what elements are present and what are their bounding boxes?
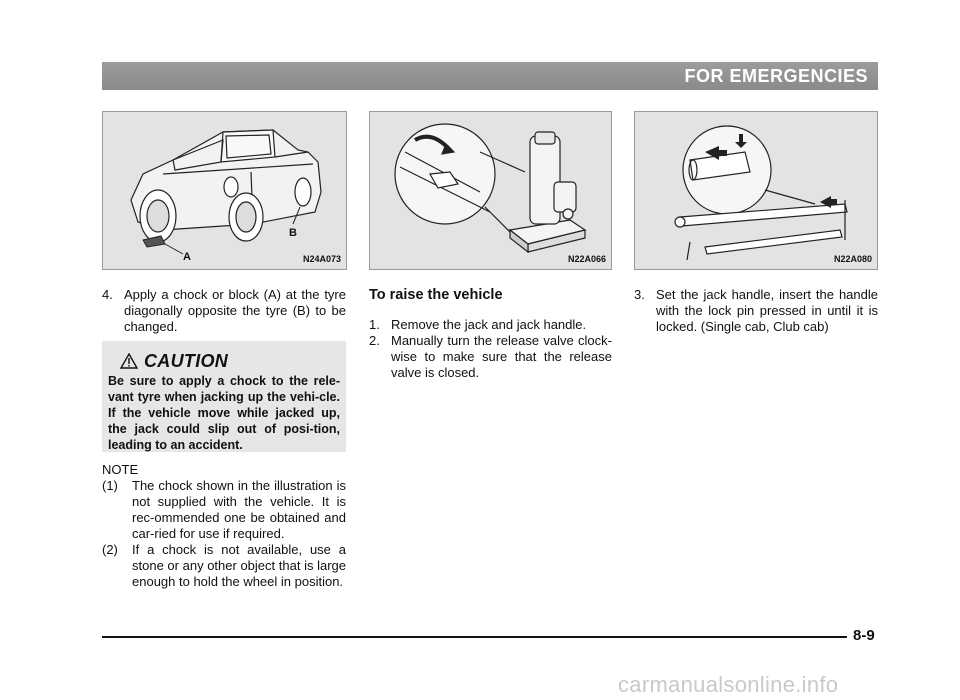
figure-jack-handle (634, 111, 878, 270)
caution-heading (120, 349, 340, 373)
front-wheel (140, 190, 176, 242)
step-text: Set the jack handle, insert the handle with the lock pin pressed in until it is locked. (Single cab, Club cab) (656, 287, 878, 334)
watermark: carmanualsonline.info (618, 672, 839, 697)
caution-title: CAUTION (144, 350, 229, 371)
figure-code: N24A073 (302, 254, 341, 264)
step-2 (369, 333, 612, 381)
figure-jack-valve (369, 111, 612, 270)
note-number: (2) (102, 542, 118, 557)
step-text: Remove the jack and jack handle. (391, 317, 587, 332)
step-number: 2. (369, 333, 380, 348)
right-column (634, 287, 878, 335)
caution-text: Be sure to apply a chock to the rele-vant tyre when jacking up the vehi-cle. If the vehicle move while jacked up, the jack could slip out of posi-tion, leading to an accident. (108, 374, 340, 452)
step-4 (102, 287, 346, 335)
jack-handle-illustration (635, 112, 878, 270)
page-number: 8-9 (853, 627, 875, 644)
step-text: Manually turn the release valve clock-wise to make sure that the release valve is closed. (391, 333, 612, 380)
chock-a (143, 236, 165, 247)
note-section (102, 462, 346, 590)
section-header-bar (102, 62, 878, 90)
figure-truck-chock (102, 111, 347, 270)
figure-code: N22A080 (833, 254, 872, 264)
callout-b: B (289, 227, 297, 239)
note-item-2 (102, 542, 346, 590)
truck-chock-illustration (103, 112, 347, 270)
middle-column (369, 287, 612, 381)
step-text: Apply a chock or block (A) at the tyre diagonally opposite the tyre (B) to be changed. (124, 287, 346, 334)
step-1 (369, 317, 612, 333)
step-number: 4. (102, 287, 113, 302)
note-label: NOTE (102, 462, 139, 477)
section-title: FOR EMERGENCIES (684, 66, 868, 86)
step-number: 1. (369, 317, 380, 332)
figure-code: N22A066 (567, 254, 606, 264)
step-number: 3. (634, 287, 645, 302)
note-number: (1) (102, 478, 118, 493)
warning-triangle-icon (120, 353, 138, 369)
bottle-jack (510, 132, 585, 252)
note-text: The chock shown in the illustration is not supplied with the vehicle. It is rec-ommended one be obtained and car-ried for use if required. (132, 478, 346, 541)
footer-rule (102, 636, 847, 638)
step-3 (634, 287, 878, 335)
rear-tyre-b (295, 178, 311, 206)
note-item-1 (102, 478, 346, 542)
caution-box (102, 341, 346, 452)
jack-valve-illustration (370, 112, 612, 270)
section-heading: To raise the vehicle (369, 287, 503, 303)
left-column (102, 287, 346, 335)
callout-a: A (183, 251, 191, 263)
note-text: If a chock is not available, use a stone or any other object that is large enough to hold the wheel in position. (132, 542, 346, 589)
